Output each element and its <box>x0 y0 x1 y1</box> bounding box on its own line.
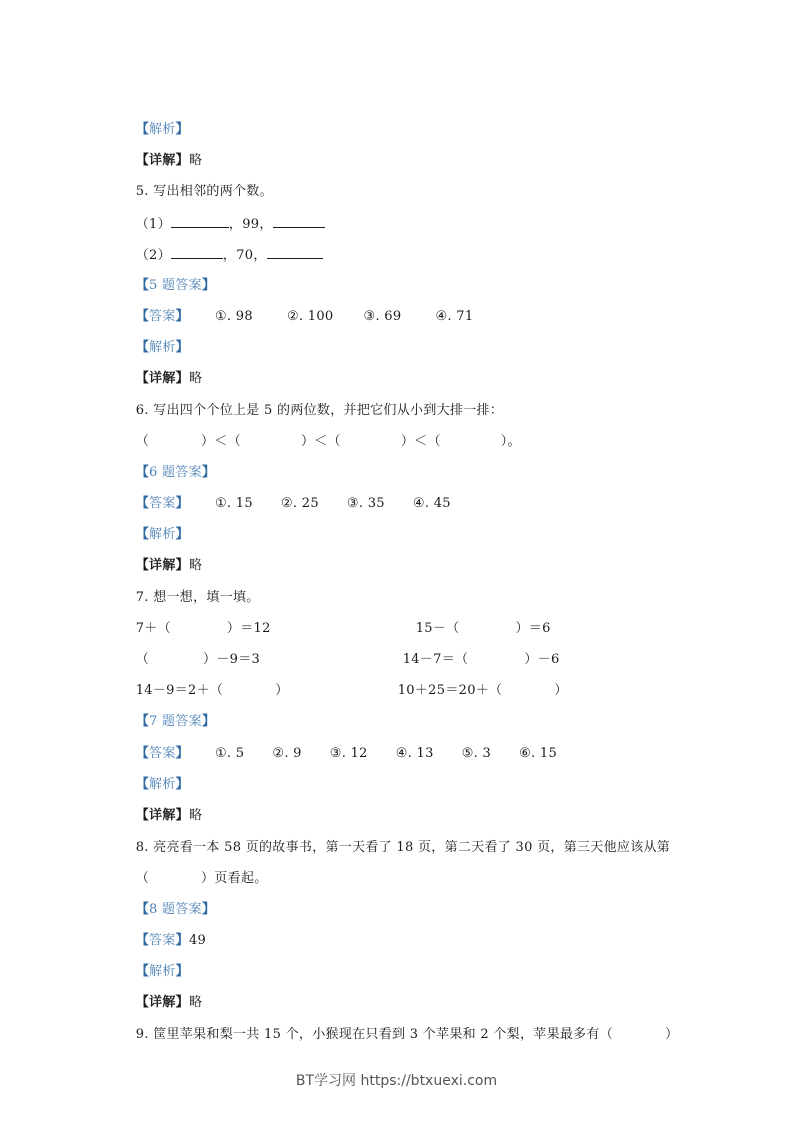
question-6-analysis-heading: 【解析】 <box>135 527 189 542</box>
footer-watermark: BT学习网 https://btxuexi.com <box>295 1073 498 1089</box>
question-5-analysis-heading: 【解析】 <box>135 340 189 355</box>
question-7-prompt: 7. 想一想，填一填。 <box>135 590 260 605</box>
question-6-prompt: 6. 写出四个个位上是 5 的两位数，并把它们从小到大排一排： <box>135 403 504 418</box>
question-7-eq-1-left: 7＋（ ）＝12 <box>135 621 271 636</box>
question-8-prompt-line-1: 8. 亮亮看一本 58 页的故事书，第一天看了 18 页，第二天看了 30 页，第三天他应该从第 <box>135 840 671 855</box>
question-5-part-2: （2） ，70， <box>118 228 323 283</box>
question-8-answers: 【答案】49 <box>135 933 207 948</box>
answer-label: 【答案】 <box>135 309 189 324</box>
answer-label: 【答案】 <box>135 496 189 511</box>
question-5-part-1: （1） ，99， <box>118 197 325 252</box>
answer-label: 【答案】 <box>135 746 189 761</box>
question-8-detail: 【详解】略 <box>135 995 203 1010</box>
answer-blank[interactable] <box>273 215 325 228</box>
question-7-detail: 【详解】略 <box>135 808 203 823</box>
question-5-answer-heading: 【5 题答案】 <box>135 278 216 293</box>
question-7-analysis-heading: 【解析】 <box>135 777 189 792</box>
question-8-prompt-line-2: （ ）页看起。 <box>135 871 268 886</box>
question-7-eq-1-right: 15－（ ）＝6 <box>415 621 551 636</box>
question-5-prompt: 5. 写出相邻的两个数。 <box>135 184 273 199</box>
detail-line: 【详解】略 <box>135 153 203 168</box>
question-7-answers: 【答案】 ①. 5 ②. 9 ③. 12 ④. 13 ⑤. 3 ⑥. 15 <box>135 746 558 761</box>
question-7-eq-3-left: 14－9＝2＋（ ） <box>135 683 289 698</box>
question-6-answers: 【答案】 ①. 15 ②. 25 ③. 35 ④. 45 <box>135 496 451 511</box>
question-7-answer-heading: 【7 题答案】 <box>135 714 216 729</box>
question-6-comparison: （ ）＜（ ）＜（ ）＜（ ）。 <box>135 434 521 449</box>
answer-blank[interactable] <box>171 215 229 228</box>
question-7-eq-3-right: 10＋25＝20＋（ ） <box>397 683 568 698</box>
question-7-eq-2-left: （ ）－9＝3 <box>135 652 261 667</box>
question-5-detail: 【详解】略 <box>135 371 203 386</box>
question-8-answer-heading: 【8 题答案】 <box>135 902 216 917</box>
question-5-answers: 【答案】 ①. 98 ②. 100 ③. 69 ④. 71 <box>135 309 474 324</box>
question-8-analysis-heading: 【解析】 <box>135 964 189 979</box>
question-6-answer-heading: 【6 题答案】 <box>135 465 216 480</box>
question-7-eq-2-right: 14－7＝（ ）－6 <box>402 652 560 667</box>
question-6-detail: 【详解】略 <box>135 558 203 573</box>
answer-blank[interactable] <box>171 246 223 259</box>
analysis-heading: 【解析】 <box>135 122 189 137</box>
answer-blank[interactable] <box>267 246 323 259</box>
question-9-prompt: 9. 筐里苹果和梨一共 15 个，小猴现在只看到 3 个苹果和 2 个梨，苹果最多有（ ） <box>135 1027 679 1042</box>
answer-label: 【答案】 <box>135 933 189 948</box>
